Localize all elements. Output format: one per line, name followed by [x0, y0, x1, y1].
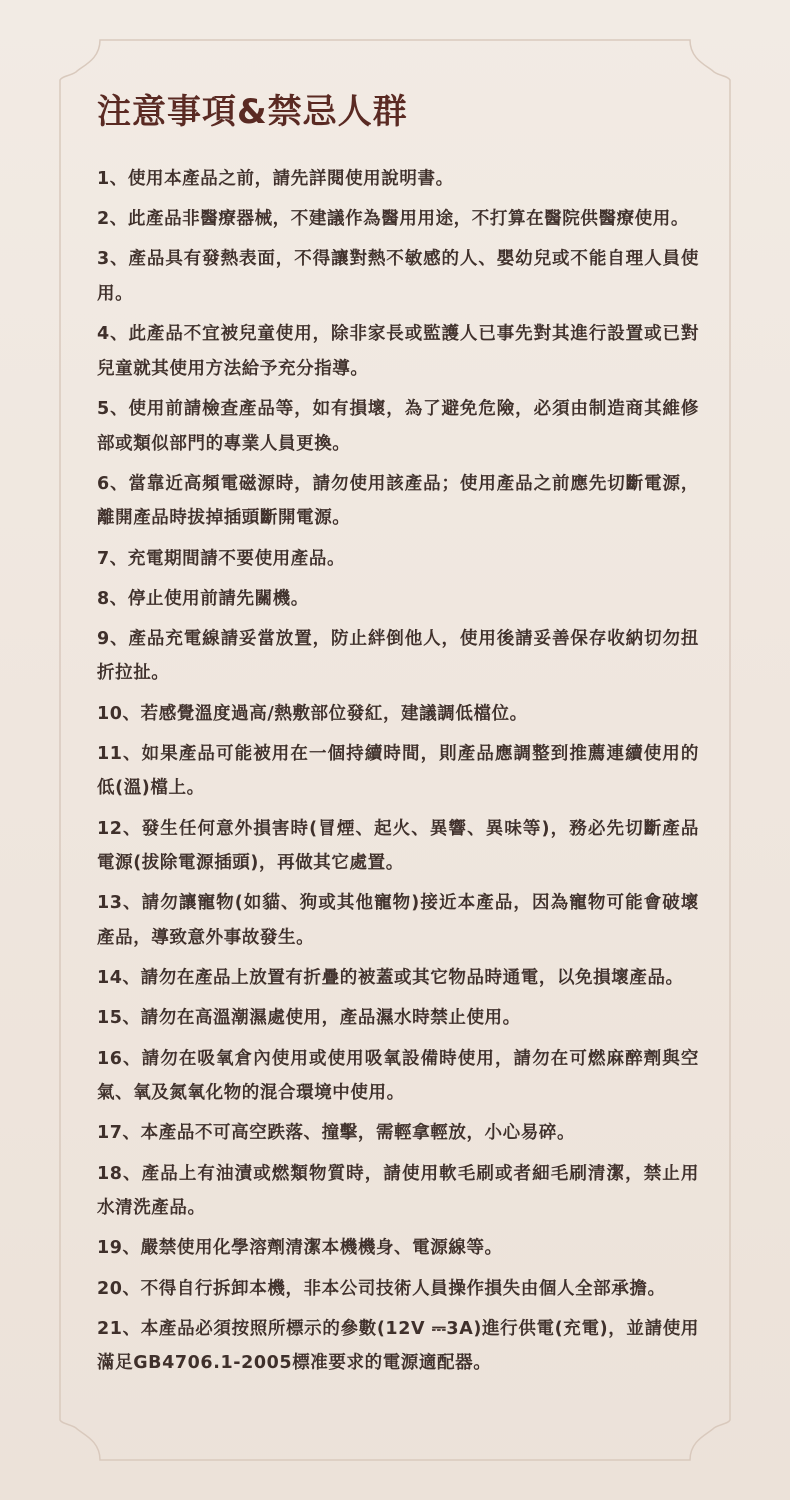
- list-item: 18、產品上有油漬或燃類物質時，請使用軟毛刷或者細毛刷清潔，禁止用水清洗產品。: [97, 1163, 699, 1219]
- list-item: 10、若感覺溫度過高/熱敷部位發紅，建議調低檔位。: [97, 703, 528, 724]
- list-item: 17、本產品不可高空跌落、撞擊，需輕拿輕放，小心易碎。: [97, 1123, 576, 1144]
- list-item: 7、充電期間請不要使用產品。: [97, 548, 346, 569]
- notice-list: [97, 162, 699, 1386]
- list-item: 2、此產品非醫療器械，不建議作為醫用用途，不打算在醫院供醫療使用。: [97, 209, 689, 230]
- page-title: 注意事項&禁忌人群: [97, 92, 408, 132]
- list-item: 14、請勿在產品上放置有折疊的被蓋或其它物品時通電，以免損壞產品。: [97, 968, 684, 989]
- list-item: 5、使用前請檢查產品等，如有損壞，為了避免危險，必須由制造商其維修部或類似部門的專業人員更換。: [97, 398, 699, 454]
- list-item: 19、嚴禁使用化學溶劑清潔本機機身、電源線等。: [97, 1238, 503, 1259]
- list-item: 11、如果產品可能被用在一個持續時間，則產品應調整到推薦連續使用的低(溫)檔上。: [97, 743, 699, 799]
- list-item: 6、當靠近高頻電磁源時，請勿使用該產品；使用產品之前應先切斷電源，離開產品時拔掉插頭斷開電源。: [97, 473, 699, 529]
- list-item: 4、此產品不宜被兒童使用，除非家長或監護人已事先對其進行設置或已對兒童就其使用方法給予充分指導。: [97, 324, 699, 379]
- list-item: 8、停止使用前請先關機。: [97, 588, 309, 609]
- list-item: 20、不得自行拆卸本機，非本公司技術人員操作損失由個人全部承擔。: [97, 1278, 666, 1299]
- list-item: 21、本產品必須按照所標示的參數(12V ⎓3A)進行供電(充電)，並請使用滿足GB4706.1-2005標准要求的電源適配器。: [97, 1318, 699, 1374]
- list-item: 3、產品具有發熱表面，不得讓對熱不敏感的人、嬰幼兒或不能自理人員使用。: [97, 249, 699, 304]
- list-item: 16、請勿在吸氧倉內使用或使用吸氧設備時使用，請勿在可燃麻醉劑與空氣、氧及氮氧化物的混合環境中使用。: [97, 1048, 699, 1104]
- list-item: 13、請勿讓寵物(如貓、狗或其他寵物)接近本產品，因為寵物可能會破壞產品，導致意外事故發生。: [97, 893, 699, 948]
- list-item: 9、產品充電線請妥當放置，防止絆倒他人，使用後請妥善保存收納切勿扭折拉扯。: [97, 628, 699, 684]
- list-item: 1、使用本產品之前，請先詳閱使用說明書。: [97, 169, 454, 189]
- list-item: 15、請勿在高溫潮濕處使用，產品濕水時禁止使用。: [97, 1008, 521, 1029]
- list-item: 12、發生任何意外損害時(冒煙、起火、異響、異味等)，務必先切斷產品電源(拔除電源插頭)，再做其它處置。: [97, 818, 699, 874]
